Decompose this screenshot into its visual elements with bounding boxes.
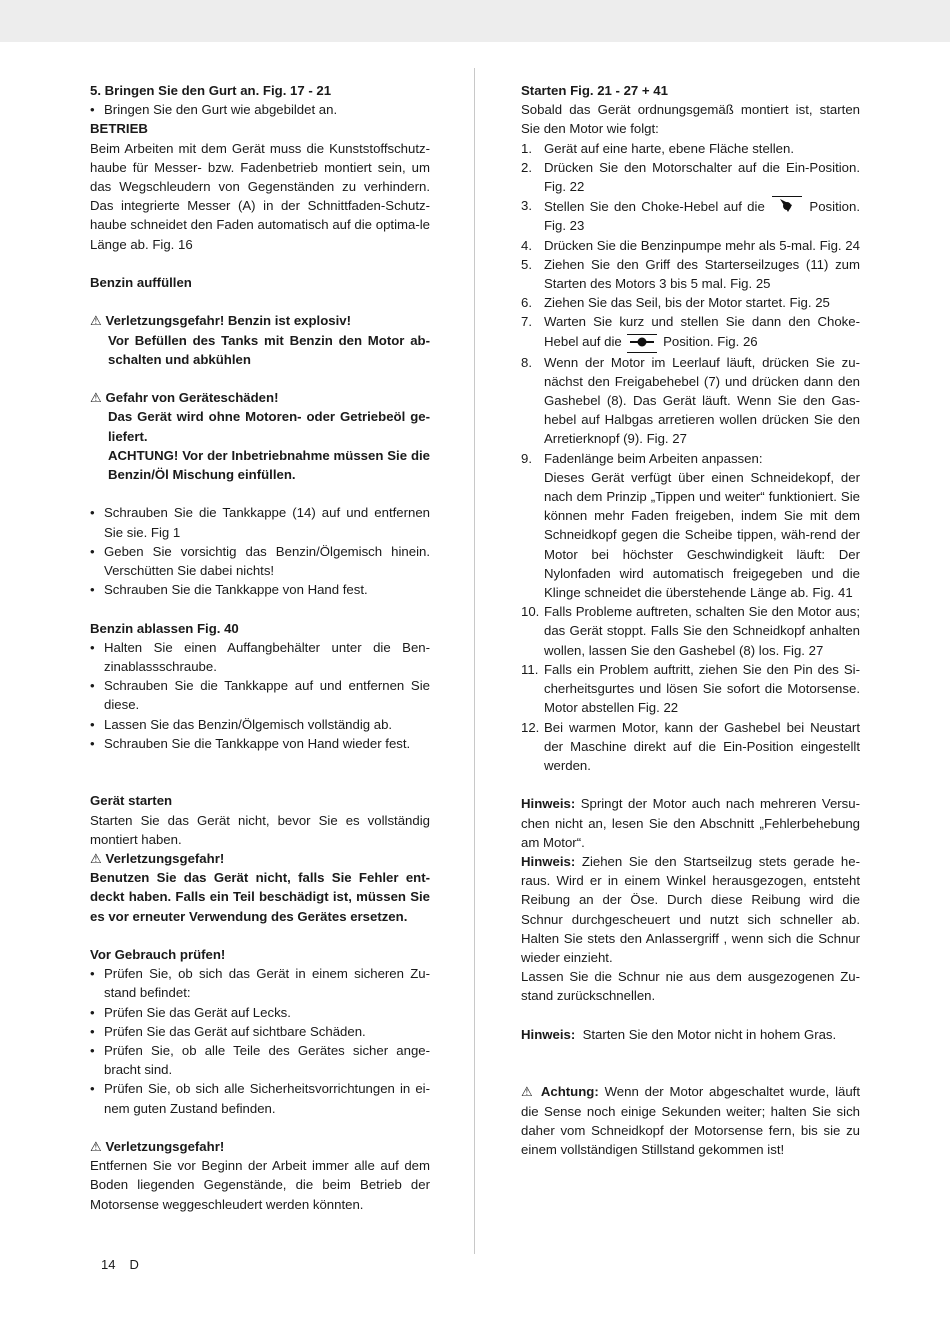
list-item: • Schrauben Sie die Tankkappe von Hand fest. bbox=[90, 582, 368, 598]
list-item: 1. Gerät auf eine harte, ebene Fläche stellen. bbox=[521, 140, 794, 156]
list-item: 9. Fadenlänge beim Arbeiten anpassen: Dieses Gerät verfügt über einen Schneidekopf, der nach dem Prinzip „Tippen und weiter“ funktioniert. Sie können mehr Faden freigeben, indem Sie mit dem Schneidkopf gegen die Scheibe tippen, wäh-rend der Motor bei höchster Geschwindigkeit läuft: Der Nylonfaden wird automatisch freigegeben und die Klinge schneidet die überstehende Länge ab. Fig. 41 bbox=[521, 450, 860, 601]
list-item: 10. Falls Probleme auftreten, schalten Sie den Motor aus; das Gerät stoppt. Falls Sie den Schneidkopf anhalten wollen, lassen Sie den Gashebel (8) los. Fig. 27 bbox=[521, 604, 860, 658]
bullet-icon: • bbox=[90, 102, 95, 118]
list-item: • Prüfen Sie, ob sich alle Sicherheitsvorrichtungen in ei-nem guten Zustand befinden. bbox=[90, 1081, 430, 1116]
list-item: 3. Stellen Sie den Choke-Hebel auf die Position. Fig. 23 bbox=[521, 198, 861, 234]
starten-intro: Sobald das Gerät ordnungsgemäß montiert ist, starten Sie den Motor wie folgt: bbox=[521, 102, 860, 137]
fill-list bbox=[90, 503, 430, 599]
warning-injury2-text: Entfernen Sie vor Beginn der Arbeit immer alle auf dem Boden liegenden Gegenstände, die beim Betrieb der Motorsense weggeschleudert werden könnten. bbox=[90, 1158, 430, 1212]
list-item: 5. Ziehen Sie den Griff des Starterseilzuges (11) zum Starten des Motors 3 bis 5 mal. Fig. 25 bbox=[521, 256, 860, 292]
list-item-text: Bringen Sie den Gurt wie abgebildet an. bbox=[104, 102, 338, 118]
list-item: • Lassen Sie das Benzin/Ölgemisch vollständig ab. bbox=[90, 716, 393, 732]
warning-explosive-title: ⚠ Verletzungsgefahr! Benzin ist explosiv! bbox=[90, 313, 351, 329]
column-divider bbox=[474, 68, 475, 1254]
list-item: 12. Bei warmen Motor, kann der Gashebel bei Neustart der Maschine direkt auf die Ein-Position eingestellt werden. bbox=[521, 719, 860, 773]
start-text: Starten Sie das Gerät nicht, bevor Sie es vollständig montiert haben. bbox=[90, 812, 430, 847]
hint-1: Hinweis: Springt der Motor auch nach mehreren Versu-chen nicht an, lesen Sie den Abschnitt „Fehlerbehebung am Motor“. bbox=[521, 796, 860, 850]
starten-heading: Starten Fig. 21 - 27 + 41 bbox=[521, 83, 668, 98]
hint-2: Hinweis: Ziehen Sie den Startseilzug stets gerade he-raus. Wird er in einem Winkel herausgezogen, entsteht Reibung an der Öse. Durch diese Reibung wird die Schnur durchgescheuert und nutzt sich schneller ab. Halten Sie stets den Anlassergriff , wenn sich die Schnur wieder einzieht. bbox=[521, 853, 860, 965]
list-item: 7. Warten Sie kurz und stellen Sie dann den Choke-Hebel auf die Position. Fig. 26 bbox=[521, 312, 860, 352]
steps-list bbox=[521, 139, 860, 776]
warning-injury2-title: ⚠ Verletzungsgefahr! bbox=[90, 1139, 225, 1155]
choke-closed-icon bbox=[772, 196, 802, 214]
right-column bbox=[521, 81, 860, 1159]
warning-triangle-icon: ⚠ bbox=[90, 313, 102, 329]
warning-triangle-icon: ⚠ bbox=[90, 390, 102, 406]
page-footer bbox=[101, 1257, 153, 1272]
language-code: D bbox=[129, 1257, 139, 1272]
start-heading: Gerät starten bbox=[90, 793, 173, 809]
warning-triangle-icon: ⚠ bbox=[90, 851, 102, 867]
list-item: 6. Ziehen Sie das Seil, bis der Motor startet. Fig. 25 bbox=[521, 295, 830, 311]
list-item bbox=[90, 100, 430, 119]
warning-triangle-icon: ⚠ bbox=[521, 1084, 535, 1100]
list-item: • Schrauben Sie die Tankkappe von Hand wieder fest. bbox=[90, 735, 411, 751]
warning-triangle-icon: ⚠ bbox=[90, 1139, 102, 1155]
warning-injury-title: ⚠ Verletzungsgefahr! bbox=[90, 851, 225, 867]
hint-3: Hinweis: Starten Sie den Motor nicht in hohem Gras. bbox=[521, 1026, 837, 1042]
warning-explosive-text: Vor Befüllen des Tanks mit Benzin den Motor ab-schalten und abkühlen bbox=[108, 332, 430, 367]
list-item: 4. Drücken Sie die Benzinpumpe mehr als 5-mal. Fig. 24 bbox=[521, 237, 860, 253]
attention-note: ⚠ Achtung: Wenn der Motor abgeschaltet wurde, läuft die Sense noch einige Sekunden weiter; halten Sie sich daher vom Schneidkopf der Motorsense fern, bis sie zu einem vollständigen Stillstand gekommen ist! bbox=[521, 1084, 861, 1157]
list-item: 8. Wenn der Motor im Leerlauf läuft, drücken Sie zu-nächst den Freigabehebel (7) und drücken dann den Gashebel (8). Das Gerät läuft. Wenn Sie den Gas-hebel auf Halbgas arretieren wollen drücken Sie den Arretierknopf (9). Fig. 27 bbox=[521, 354, 860, 447]
list-item: 2. Drücken Sie den Motorschalter auf die Ein-Position. Fig. 22 bbox=[521, 159, 860, 195]
check-heading: Vor Gebrauch prüfen! bbox=[90, 947, 226, 963]
list-item: • Geben Sie vorsichtig das Benzin/Ölgemisch hinein. Verschütten Sie dabei nichts! bbox=[90, 543, 430, 579]
page-number: 14 bbox=[101, 1257, 116, 1272]
drain-heading: Benzin ablassen Fig. 40 bbox=[90, 620, 239, 636]
list-item: • Prüfen Sie, ob alle Teile des Gerätes sicher ange-bracht sind. bbox=[90, 1043, 430, 1078]
warning-damage-text: Das Gerät wird ohne Motoren- oder Getriebeöl ge-liefert. bbox=[108, 409, 430, 444]
list-item: • Halten Sie einen Auffangbehälter unter die Ben-zinablassschraube. bbox=[90, 639, 430, 675]
list-item: • Prüfen Sie das Gerät auf sichtbare Schäden. bbox=[90, 1023, 366, 1039]
section-5-heading: 5. Bringen Sie den Gurt an. Fig. 17 - 21 bbox=[90, 83, 332, 98]
benzin-heading: Benzin auffüllen bbox=[90, 275, 192, 291]
betrieb-text: Beim Arbeiten mit dem Gerät muss die Kunststoffschutz-haube für Messer- bzw. Fadenbetrieb montiert sein, um das Wegschleudern von Gegenständen zu verhindern. Das integrierte Messer (A) in der Schnittfaden-Schutz-haube schneidet den Faden automatisch auf die optima-le Länge ab. Fig. 16 bbox=[90, 140, 430, 252]
list-item: • Prüfen Sie das Gerät auf Lecks. bbox=[90, 1004, 291, 1020]
warning-attention-text: ACHTUNG! Vor der Inbetriebnahme müssen Sie die Benzin/Öl Mischung einfüllen. bbox=[108, 447, 430, 483]
hint-2-cont: Lassen Sie die Schnur nie aus dem ausgezogenen Zu-stand zurückschnellen. bbox=[521, 969, 860, 1004]
warning-damage-title: ⚠ Gefahr von Geräteschäden! bbox=[90, 390, 279, 406]
left-column bbox=[90, 81, 430, 1214]
list-item: • Schrauben Sie die Tankkappe auf und entfernen Sie diese. bbox=[90, 678, 430, 713]
drain-list bbox=[90, 638, 430, 753]
top-bar bbox=[0, 0, 950, 42]
list-item: 11. Falls ein Problem auftritt, ziehen Sie den Pin des Si-cherheitsgurtes und lösen Sie sofort die Motorsense. Motor abstellen Fig. 22 bbox=[521, 661, 860, 716]
list-item: • Prüfen Sie, ob sich das Gerät in einem sicheren Zu-stand befindet: bbox=[90, 966, 430, 1001]
list-item: • Schrauben Sie die Tankkappe (14) auf und entfernen Sie sie. Fig 1 bbox=[90, 505, 430, 540]
betrieb-heading: BETRIEB bbox=[90, 121, 148, 137]
choke-open-icon bbox=[627, 334, 657, 353]
check-list bbox=[90, 964, 430, 1118]
warning-injury-text: Benutzen Sie das Gerät nicht, falls Sie Fehler ent-deckt haben. Falls ein Teil beschädigt ist, müssen Sie es vor erneuter Verwendung des Gerätes ersetzen. bbox=[90, 870, 430, 924]
